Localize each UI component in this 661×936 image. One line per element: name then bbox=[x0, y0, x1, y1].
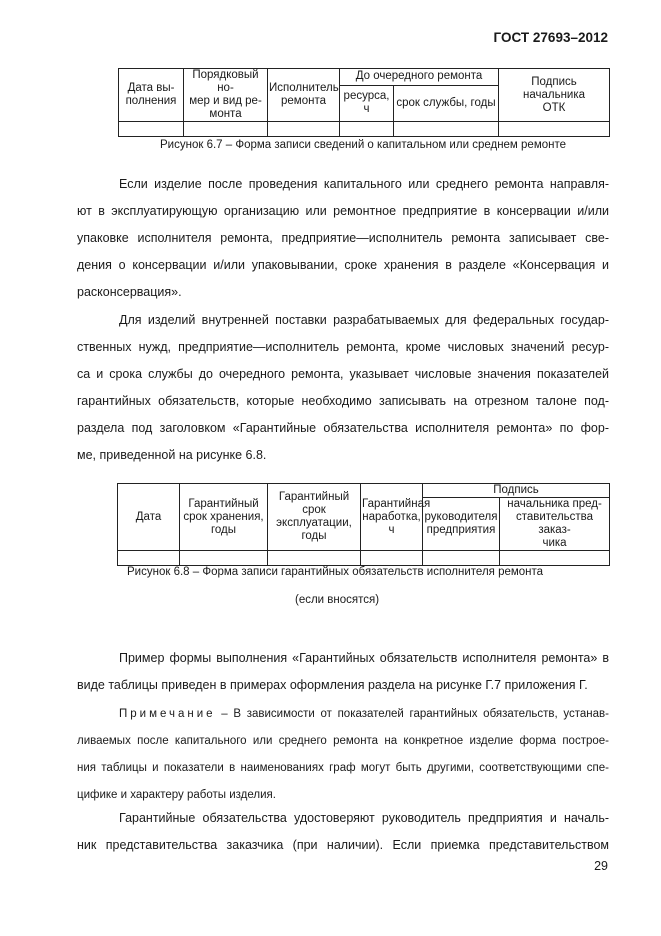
repair-record-form-table bbox=[118, 68, 610, 137]
text-line: ливаемых после капитального или среднего ремонта на конкретное изделие форма построе- bbox=[77, 735, 609, 747]
col-head: руководителя предприятия bbox=[423, 498, 500, 551]
text-line: цифике и характеру работы изделия. bbox=[77, 789, 276, 801]
table-cell bbox=[268, 551, 361, 566]
warranty-form-table bbox=[117, 483, 610, 566]
col-operation: Гарантийный срок эксплуатации, годы bbox=[268, 484, 361, 551]
text-line: ют в эксплуатирующую организацию или ремонтное предприятие в консервации и/или bbox=[77, 204, 609, 218]
text-line: ме, приведенной на рисунке 6.8. bbox=[77, 448, 267, 462]
table-cell bbox=[118, 551, 180, 566]
col-date: Дата вы- полнения bbox=[119, 69, 184, 122]
table-cell bbox=[499, 122, 610, 137]
table-cell bbox=[361, 551, 423, 566]
figure-caption-6-8-note: (если вносятся) bbox=[295, 594, 380, 606]
text-line: виде таблицы приведен в примерах оформления раздела на рисунке Г.7 приложения Г. bbox=[77, 678, 588, 692]
col-hours: Гарантийная наработка, ч bbox=[361, 484, 423, 551]
text-line: са и срока службы до очередного ремонта, указывает числовые значения показателей bbox=[77, 367, 609, 381]
paragraph-example bbox=[77, 645, 609, 699]
page-number: 29 bbox=[594, 859, 608, 873]
note-block bbox=[77, 701, 609, 809]
col-service: срок службы, годы bbox=[394, 85, 499, 121]
col-date: Дата bbox=[118, 484, 180, 551]
table-cell bbox=[340, 122, 394, 137]
table-cell bbox=[180, 551, 268, 566]
col-customer: начальника пред- ставительства заказ- чика bbox=[500, 498, 610, 551]
table-cell bbox=[394, 122, 499, 137]
col-signature: Подпись начальника ОТК bbox=[499, 69, 610, 122]
figure-caption-6-8: Рисунок 6.8 – Форма записи гарантийных обязательств исполнителя ремонта bbox=[127, 566, 544, 578]
table-cell bbox=[184, 122, 268, 137]
text-line: упаковке исполнителя ремонта, предприятие—исполнитель ремонта записывает све- bbox=[77, 231, 609, 245]
table-cell bbox=[500, 551, 610, 566]
table-cell bbox=[423, 551, 500, 566]
text-line: Пример формы выполнения «Гарантийных обязательств исполнителя ремонта» в bbox=[119, 651, 609, 665]
table-cell bbox=[119, 122, 184, 137]
paragraph-conservation bbox=[77, 171, 609, 306]
text-line: расконсервация». bbox=[77, 285, 182, 299]
text-line: ственных нужд, предприятие—исполнитель ремонта, кроме числовых значений ресур- bbox=[77, 340, 609, 354]
col-resource: ресурса, ч bbox=[340, 85, 394, 121]
text-line: Гарантийные обязательства удостоверяют руководитель предприятия и началь- bbox=[119, 811, 609, 825]
text-line: раздела под заголовком «Гарантийные обязательства исполнителя ремонта» по фор- bbox=[77, 421, 609, 435]
text-line: дения о консервации и/или упаковывании, сроке хранения в разделе «Консервация и bbox=[77, 258, 609, 272]
text-line: гарантийных обязательств, которые необходимо записывать на отрезном талоне под- bbox=[77, 394, 609, 408]
text-line: ния таблицы и показатели в наименованиях граф могут быть другими, соответствующими спе- bbox=[77, 762, 609, 774]
note-label: Примечание bbox=[119, 708, 216, 720]
col-signature-group: Подпись bbox=[423, 484, 610, 498]
col-executor: Исполнитель ремонта bbox=[268, 69, 340, 122]
col-number: Порядковый но- мер и вид ре- монта bbox=[184, 69, 268, 122]
standard-header: ГОСТ 27693–2012 bbox=[493, 30, 608, 45]
col-storage: Гарантийный срок хранения, годы bbox=[180, 484, 268, 551]
text-line: Для изделий внутренней поставки разрабатываемых для федеральных государ- bbox=[119, 313, 609, 327]
figure-caption-6-7: Рисунок 6.7 – Форма записи сведений о капитальном или среднем ремонте bbox=[160, 139, 567, 151]
text-line: Если изделие после проведения капитального или среднего ремонта направля- bbox=[119, 177, 609, 191]
table-cell bbox=[268, 122, 340, 137]
col-until-group: До очередного ремонта bbox=[340, 69, 499, 86]
paragraph-certification bbox=[77, 805, 609, 859]
paragraph-domestic-supply bbox=[77, 307, 609, 469]
text-line: ник представительства заказчика (при наличии). Если приемка представительством bbox=[77, 838, 609, 852]
note-first-line: Примечание – В зависимости от показателей гарантийных обязательств, устанав- bbox=[119, 708, 609, 720]
